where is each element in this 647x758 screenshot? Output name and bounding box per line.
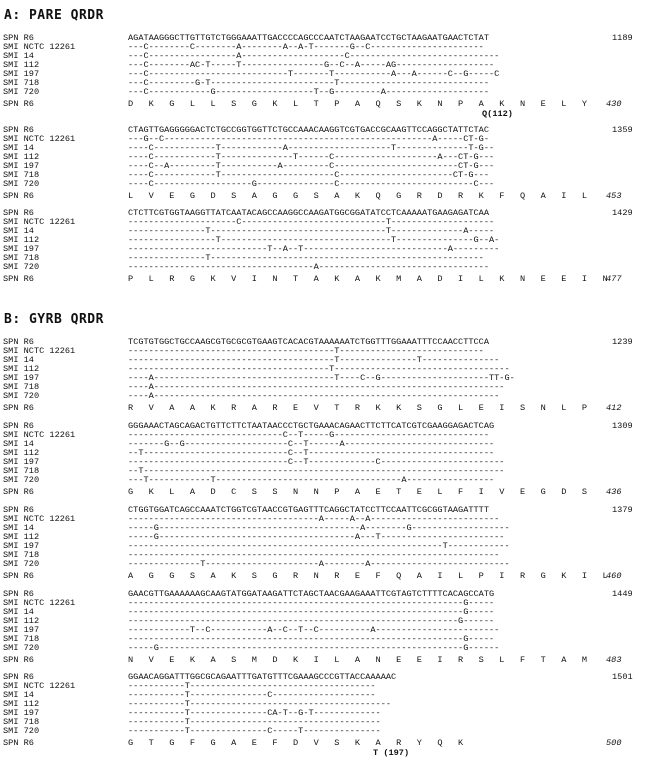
sequence-label: SMI 197 — [3, 457, 40, 467]
sequence-row: ---C--------C--------A--------A--A-T-------G--C---------------------- — [128, 43, 484, 52]
aa-position-number: 500 — [606, 738, 622, 748]
aa-row-label: SPN R6 — [3, 191, 34, 201]
sequence-row: CTAGTTGAGGGGGACTCTGCCGGTGGTTCTGCCAAACAAGGTCGTGACCGCAAGTTCCAGGCTATTCTAC — [128, 126, 489, 135]
sequence-row: --T----------------------------C--T------------------------------------ — [128, 449, 495, 458]
section-title: A: PARE QRDR — [4, 8, 104, 23]
aa-row-label: SPN R6 — [3, 274, 34, 284]
sequence-label: SMI 720 — [3, 262, 40, 272]
sequence-row: ---------------------------------------T---------------------------------- — [128, 365, 510, 374]
sequence-row: ---C---------G-T------------------------T----------------------------- — [128, 79, 489, 88]
sequence-label: SMI NCTC 12261 — [3, 42, 76, 52]
aa-position-number: 460 — [606, 571, 622, 581]
amino-acid-row: L V E G D S A G G S A K Q G R D R K F Q A I L — [128, 191, 587, 201]
sequence-label: SMI NCTC 12261 — [3, 134, 76, 144]
sequence-label: SMI 14 — [3, 355, 34, 365]
sequence-label: SMI 720 — [3, 87, 40, 97]
sequence-row: ---C---------------------------T-------T-----------A---A------C--G-----C — [128, 70, 500, 79]
sequence-label: SMI 720 — [3, 643, 40, 653]
sequence-row: ----A------------------------------------------------------------------- — [128, 392, 500, 401]
sequence-row: ---------------------C----------------------------T-------------------- — [128, 218, 495, 227]
sequence-label: SMI 718 — [3, 382, 40, 392]
sequence-label: SMI 720 — [3, 559, 40, 569]
aa-position-number: 483 — [606, 655, 622, 665]
position-number: 1501 — [612, 672, 633, 682]
amino-acid-row: G K L A D C S S N N P A E T E L F I V E G D S — [128, 487, 587, 497]
sequence-label: SMI 197 — [3, 708, 40, 718]
sequence-label: SMI 112 — [3, 616, 40, 626]
sequence-row: -----G---------------------------------------A--------G------------------- — [128, 524, 510, 533]
sequence-row: -----------T---------------C-------------------- — [128, 691, 376, 700]
aa-row-label: SPN R6 — [3, 655, 34, 665]
aa-row-label: SPN R6 — [3, 99, 34, 109]
sequence-row: -----------T---------------CA-T--G-T------------- — [128, 709, 381, 718]
sequence-label: SMI 197 — [3, 625, 40, 635]
sequence-row: ---C-----------------A--------------------C----------------------------- — [128, 52, 500, 61]
sequence-row: ----------------------------------------T---------------------------- — [128, 347, 484, 356]
sequence-label: SPN R6 — [3, 421, 34, 431]
sequence-row: GGAACAGGATTTGGCGCAGAATTTGATGTTTCGAAAGCCCGTTACCAAAAAC — [128, 673, 397, 682]
sequence-label: SMI 718 — [3, 466, 40, 476]
sequence-label: SMI 112 — [3, 235, 40, 245]
sequence-label: SMI 720 — [3, 475, 40, 485]
sequence-row: -----------------------------------------------------------------G----- — [128, 608, 495, 617]
sequence-row: ------------T--C-----------A--C--T--C----------A------------------------ — [128, 626, 500, 635]
amino-acid-row: N V E K A S M D K I L A N E E I R S L F T A M — [128, 655, 587, 665]
sequence-label: SMI NCTC 12261 — [3, 514, 76, 524]
sequence-label: SPN R6 — [3, 208, 34, 218]
sequence-label: SMI 720 — [3, 391, 40, 401]
sequence-row: AGATAAGGGCTTGTTGTCTGGGAAATTGACCCCAGCCCAATCTAAGAATCCTGCTAAGAATGAACTCTAT — [128, 34, 489, 43]
sequence-label: SMI 112 — [3, 699, 40, 709]
sequence-row: CTCTTCGTGGTAAGGTTATCAATACAGCCAAGGCCAAGATGGCGGATATCCTCAAAAATGAAGAGATCAA — [128, 209, 489, 218]
aa-row-label: SPN R6 — [3, 487, 34, 497]
sequence-label: SMI 197 — [3, 373, 40, 383]
sequence-row: ----C------------T--------------T------C--------------------A---CT-G--- — [128, 153, 495, 162]
sequence-row: -----G--------------------------------------A---T------------------------ — [128, 533, 505, 542]
sequence-row: ---C--------AC-T-----T----------------G--C--A-----AG------------------- — [128, 61, 495, 70]
sequence-label: SMI 112 — [3, 152, 40, 162]
position-number: 1429 — [612, 208, 633, 218]
sequence-row: TCGTGTGGCTGCCAAGCGTGCGCGTGAAGTCACACGTAAAAAATCTGGTTTGGAAATTTCCAACCTTCCA — [128, 338, 489, 347]
sequence-label: SMI 720 — [3, 179, 40, 189]
sequence-row: ---------------T----------------------------------------------------- — [128, 254, 484, 263]
sequence-label: SMI NCTC 12261 — [3, 430, 76, 440]
amino-acid-row: G T G F G A E F D V S K A R Y Q K — [128, 738, 464, 748]
sequence-label: SMI 718 — [3, 550, 40, 560]
sequence-label: SMI 14 — [3, 523, 34, 533]
amino-acid-row: A G G S A K S G R N R E F Q A I L P I R G K I L — [128, 571, 608, 581]
sequence-row: ----A-------------------------------------------------------------------- — [128, 383, 505, 392]
sequence-label: SMI 14 — [3, 143, 34, 153]
sequence-row: -----------T------------------------------------- — [128, 718, 381, 727]
sequence-row: -------G--G--------------------C--T------A----------------------------- — [128, 440, 495, 449]
position-number: 1239 — [612, 337, 633, 347]
sequence-label: SMI 112 — [3, 448, 40, 458]
aa-position-number: 453 — [606, 191, 622, 201]
sequence-label: SMI 718 — [3, 170, 40, 180]
aa-row-label: SPN R6 — [3, 738, 34, 748]
sequence-label: SMI NCTC 12261 — [3, 217, 76, 227]
mutation-annotation: T (197) — [373, 748, 410, 758]
position-number: 1449 — [612, 589, 633, 599]
mutation-annotation: Q(112) — [482, 109, 513, 119]
sequence-row: ------------------------------------A--------------------------------- — [128, 263, 489, 272]
sequence-label: SMI 197 — [3, 161, 40, 171]
sequence-label: SMI 720 — [3, 726, 40, 736]
sequence-row: ------------------------------------------------------------------------ — [128, 551, 500, 560]
sequence-row: ----A-----------------------------------T----C--G---------------------TT-G- — [128, 374, 515, 383]
sequence-label: SMI 718 — [3, 253, 40, 263]
amino-acid-row: P L R G K V I N T A K A K M A D I L K N E E I N — [128, 274, 608, 284]
sequence-label: SMI 14 — [3, 607, 34, 617]
sequence-row: -----------------------------------------------------------------G----- — [128, 599, 495, 608]
position-number: 1359 — [612, 125, 633, 135]
sequence-label: SMI 14 — [3, 690, 34, 700]
sequence-label: SMI NCTC 12261 — [3, 598, 76, 608]
sequence-row: -----------T---------------C-----T--------------- — [128, 727, 381, 736]
sequence-label: SMI NCTC 12261 — [3, 346, 76, 356]
sequence-label: SPN R6 — [3, 337, 34, 347]
sequence-row: ---G--C----------------------------------------------------A-----CT-G- — [128, 135, 489, 144]
sequence-row: ----------------------------------------T---------------T--------------- — [128, 356, 500, 365]
aa-row-label: SPN R6 — [3, 571, 34, 581]
amino-acid-row: D K G L L S G K L T P A Q S K N P A K N E L Y — [128, 99, 587, 109]
sequence-label: SMI 718 — [3, 78, 40, 88]
sequence-label: SMI 14 — [3, 439, 34, 449]
sequence-row: ------------------------------C--T-----G------------------------------ — [128, 431, 489, 440]
sequence-row: ----C-------------------G---------------C--------------------------C--- — [128, 180, 495, 189]
position-number: 1189 — [612, 33, 633, 43]
sequence-row: -------------------------------C--T-------------C------------------------ — [128, 458, 505, 467]
aa-position-number: 430 — [606, 99, 622, 109]
sequence-row: -------------------------------------A-----A--A------------------------- — [128, 515, 500, 524]
aa-position-number: 436 — [606, 487, 622, 497]
sequence-row: -------------------------------------------------------------T------------ — [128, 542, 510, 551]
sequence-label: SPN R6 — [3, 33, 34, 43]
sequence-label: SMI 14 — [3, 51, 34, 61]
sequence-label: SMI 112 — [3, 60, 40, 70]
sequence-row: ----C------------T----------------------C----------------------CT-G--- — [128, 171, 489, 180]
sequence-label: SMI 718 — [3, 634, 40, 644]
sequence-row: ----------------------------------------------------------------G------ — [128, 617, 495, 626]
sequence-label: SPN R6 — [3, 672, 34, 682]
sequence-label: SMI 14 — [3, 226, 34, 236]
sequence-row: -----G-----------------------------------------------------------G------ — [128, 644, 500, 653]
sequence-label: SMI 112 — [3, 532, 40, 542]
sequence-row: GGGAAACTAGCAGACTGTTCTTCTAATAACCCTGCTGAAACAGAACTTCTTCATCGTCGAAGGAGACTCAG — [128, 422, 495, 431]
sequence-row: ----C--A---------T-----------A---------C------------------------CT-G--- — [128, 162, 495, 171]
sequence-label: SMI 112 — [3, 364, 40, 374]
sequence-row: ----C------------T------------A--------------------T--------------T-G-- — [128, 144, 495, 153]
aa-position-number: 477 — [606, 274, 622, 284]
sequence-label: SMI 197 — [3, 541, 40, 551]
sequence-row: --T---------------------------------------------------------------------- — [128, 467, 505, 476]
position-number: 1309 — [612, 421, 633, 431]
sequence-row: GAACGTTGAAAAAAGCAAGTATGGATAAGATTCTAGCTAACGAAGAAATTCGTAGTCTTTTCACAGCCATG — [128, 590, 495, 599]
sequence-row: -----------------------------------------------------------------G----- — [128, 635, 495, 644]
sequence-row: -----------------T---------------------------------T---------------G--A- — [128, 236, 500, 245]
sequence-label: SMI 197 — [3, 244, 40, 254]
sequence-label: SMI 718 — [3, 717, 40, 727]
aa-position-number: 412 — [606, 403, 622, 413]
sequence-row: ---C------------G-------------------T--G---------A-------------------- — [128, 88, 489, 97]
sequence-row: ---------------T----------------------------------T--------------A----- — [128, 227, 495, 236]
sequence-label: SMI 197 — [3, 69, 40, 79]
sequence-row: --------------T----------------------A--------A--------------------------- — [128, 560, 510, 569]
sequence-label: SPN R6 — [3, 589, 34, 599]
sequence-row: ---T------------T------------------------------------A----------------- — [128, 476, 495, 485]
position-number: 1379 — [612, 505, 633, 515]
section-title: B: GYRB QRDR — [4, 312, 104, 327]
sequence-row: -----------T------------------------------------ — [128, 682, 376, 691]
aa-row-label: SPN R6 — [3, 403, 34, 413]
sequence-label: SPN R6 — [3, 125, 34, 135]
sequence-label: SPN R6 — [3, 505, 34, 515]
sequence-label: SMI NCTC 12261 — [3, 681, 76, 691]
sequence-row: -----------T--------------------------------------- — [128, 700, 392, 709]
sequence-row: ---------------------------T--A--T----------------------------A--------- — [128, 245, 500, 254]
amino-acid-row: R V A A K R A R E V T R K K S G L E I S N L P — [128, 403, 587, 413]
sequence-row: CTGGTGGATCAGCCAAATCTGGTCGTAACCGTGAGTTTCAGGCTATCCTTCCAATTCGCGGTAAGATTTT — [128, 506, 489, 515]
